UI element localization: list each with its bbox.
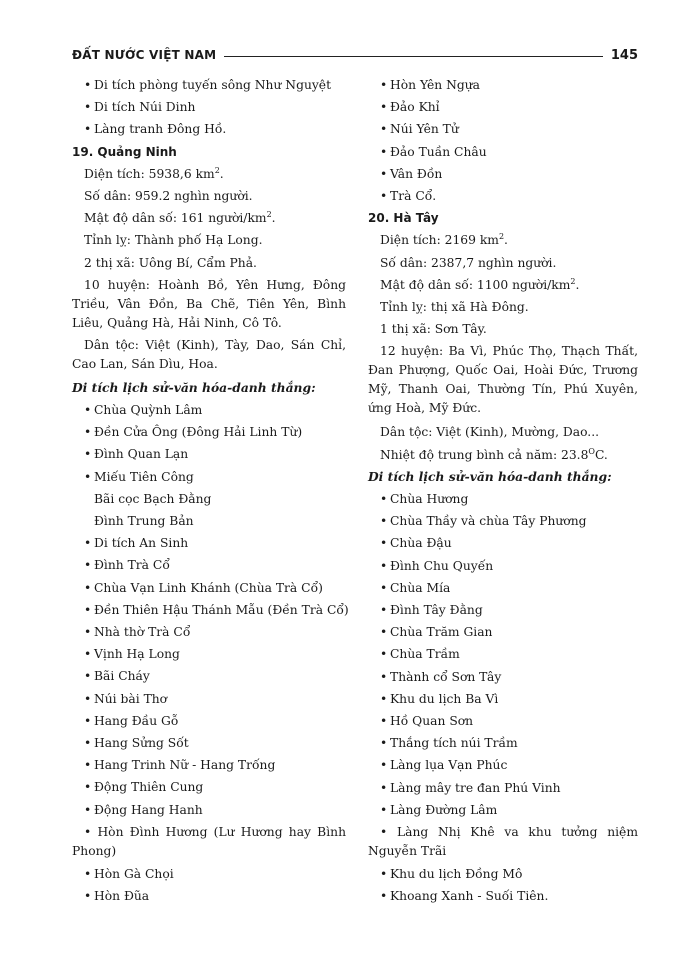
bullet-icon: • [380,736,388,751]
list-item [72,688,346,710]
list-item-text: Đình Tây Đằng [390,603,483,618]
page-number: 145 [610,47,638,63]
list-item [72,96,346,118]
list-item [72,74,346,96]
bullet-icon: • [380,780,388,795]
left-heritage-list [72,399,349,821]
list-item-text: Hang Đầu Gỗ [94,713,179,728]
bullet-icon: • [84,78,92,92]
list-item-wrapped: • Làng Nhị Khê va khu tưởng niệm Nguyễn Trãi [368,825,638,859]
list-item-text: Hòn Yên Ngựa [390,78,480,92]
bullet-icon: • [380,669,388,684]
right-top-list [368,74,638,207]
list-item-text: Chùa Trầm [390,647,460,662]
bullet-icon: • [84,580,92,595]
list-item-text: Chùa Trăm Gian [390,625,493,640]
list-item [368,885,638,907]
list-item-text: Đảo Khỉ [390,100,440,115]
list-item-text: Di tích phòng tuyến sông Như Nguyệt [94,78,332,92]
list-item [72,754,346,776]
bullet-icon: • [380,166,388,181]
list-item [368,732,638,754]
density: Mật độ dân số: 161 người/$km^2$. [84,210,276,226]
towns: 1 thị xã: Sơn Tây. [380,322,487,337]
bullet-icon: • [84,866,92,881]
list-item [72,885,346,907]
bullet-icon: • [380,580,388,595]
section-title-ha-tay: 20. Hà Tây [368,211,439,226]
bullet-icon: • [84,647,92,662]
list-item-text: Di tích Núi Dinh [94,100,196,115]
page-header [72,44,638,66]
ethnic-groups: Dân tộc: Việt (Kinh), Tày, Dao, Sán Chỉ, Cao Lan, Sán Dìu, Hoa. [72,337,346,371]
list-item-text: Khoang Xanh - Suối Tiên. [390,889,549,904]
list-item [368,599,638,621]
list-item-text: Chùa Mía [390,580,451,595]
bullet-icon: • [84,780,92,795]
bullet-icon: • [84,713,92,728]
bullet-icon: • [380,867,388,882]
list-item [368,96,638,118]
list-item-text: Động Thiên Cung [94,780,204,795]
list-item-wrapped: • Hòn Đình Hương (Lư Hương hay Bình Phong) [72,824,346,858]
bullet-icon: • [380,492,388,507]
list-item [72,665,346,687]
bullet-icon: • [84,100,92,115]
bullet-icon: • [84,403,92,418]
bullet-icon: • [380,536,388,551]
list-item [72,732,346,754]
bullet-icon: • [380,647,388,662]
section-title-quang-ninh: 19. Quảng Ninh [72,144,177,159]
list-item [368,754,638,776]
list-item [72,863,346,885]
list-item [72,118,346,140]
list-item-text: Di tích An Sinh [94,536,189,551]
list-item-text: Trà Cổ. [390,189,437,204]
list-item [72,621,346,643]
list-item [368,710,638,732]
list-item [72,599,349,621]
bullet-icon: • [84,625,92,640]
list-item [72,488,346,510]
list-item [368,688,638,710]
list-item [72,799,346,821]
list-item [368,666,638,688]
list-item-text: Nhà thờ Trà Cổ [94,625,191,640]
bullet-icon: • [380,122,388,137]
right-tail-list [368,863,638,907]
list-item [368,532,638,554]
bullet-icon: • [380,625,388,640]
ethnic-groups: Dân tộc: Việt (Kinh), Mường, Dao... [380,425,600,440]
list-item [368,621,638,643]
list-item [72,399,346,421]
bullet-icon: • [84,691,92,706]
list-item [72,643,346,665]
list-item-text: Hang Sửng Sốt [94,736,189,751]
list-item-text: Miếu Tiên Công [94,469,194,484]
list-item-text: Chùa Vạn Linh Khánh (Chùa Trà Cổ) [94,580,323,595]
bullet-icon: • [380,100,388,115]
list-item [368,74,638,96]
list-item [368,510,638,532]
list-item-text: Chùa Quỳnh Lâm [94,403,203,418]
list-item [368,488,638,510]
list-item-text: Động Hang Hanh [94,802,203,817]
list-item-text: Làng lụa Vạn Phúc [390,758,508,773]
list-item [368,185,638,207]
list-item-text: Làng tranh Đông Hồ. [94,122,227,137]
list-item-text: Đền Cửa Ông (Đông Hải Linh Từ) [94,425,303,440]
list-item-text: Vân Đồn [390,166,443,181]
list-item [72,577,346,599]
list-item [72,776,346,798]
towns: 2 thị xã: Uông Bí, Cẩm Phả. [84,255,257,270]
list-item-text: Chùa Hương [390,492,469,507]
list-item-text: Khu du lịch Ba Vì [390,691,499,706]
running-title: ĐẤT NƯỚC VIỆT NAM [72,48,217,62]
list-item [368,863,638,885]
list-item [368,577,638,599]
list-item-text: Núi bài Thơ [94,691,168,706]
list-item [368,141,638,163]
list-item-text: Làng Đường Lâm [390,802,498,817]
bullet-icon: • [84,469,92,484]
bullet-icon: • [380,78,388,92]
right-heritage-list [368,488,638,821]
list-item-text: Đình Trung Bản [94,514,194,529]
list-item-text: Đền Thiên Hậu Thánh Mẫu (Đền Trà Cổ) [94,602,349,617]
capital: Tỉnh lỵ: Thành phố Hạ Long. [84,233,263,248]
heritage-heading: Di tích lịch sử-văn hóa-danh thắng: [368,468,612,484]
bullet-icon: • [380,514,388,529]
temperature: Nhiệt độ trung bình cả năm: $23.8^OC$. [380,446,608,462]
list-item-text: Chùa Thầy và chùa Tây Phương [390,514,587,529]
bullet-icon: • [380,691,388,706]
list-item [368,118,638,140]
bullet-icon: • [380,889,388,904]
list-item-text: Thắng tích núi Trầm [390,736,518,751]
bullet-icon: • [380,603,388,618]
header-rule [224,56,603,57]
list-item [368,555,638,577]
population: Số dân: 2387,7 nghìn người. [380,255,557,270]
list-item-text: Đình Chu Quyến [390,558,494,573]
list-item-text: Đình Quan Lạn [94,447,189,462]
districts: 10 huyện: Hoành Bồ, Yên Hưng, Đông Triều, Vân Đồn, Ba Chẽ, Tiên Yên, Bình Liêu, Quảng Hà, Hải Ninh, Cô Tô. [72,277,346,330]
list-item-text: Hồ Quan Sơn [390,714,474,729]
list-item-text: Đảo Tuần Châu [390,144,487,159]
list-item-text: Bãi cọc Bạch Đằng [94,491,212,506]
bullet-icon: • [84,736,92,751]
left-column [72,74,349,907]
list-item-text: Hang Trinh Nữ - Hang Trống [94,758,276,773]
bullet-icon: • [84,889,92,904]
bullet-icon: • [84,122,92,137]
bullet-icon: • [84,602,92,617]
left-top-list [72,74,346,141]
list-item [368,777,638,799]
list-item [72,510,346,532]
left-tail-list [72,863,346,907]
list-item [368,799,638,821]
area: Diện tích: 5938,6 $km^2$. [84,165,224,181]
bullet-icon: • [84,536,92,551]
districts: 12 huyện: Ba Vì, Phúc Thọ, Thạch Thất, Đan Phượng, Quốc Oai, Hoài Đức, Trương Mỹ, Thanh Oai, Thường Tín, Phú Xuyên, ứng Hoà, Mỹ Đức. [368,344,638,416]
list-item [72,466,346,488]
population: Số dân: 959.2 nghìn người. [84,189,253,204]
bullet-icon: • [380,758,388,773]
list-item-text: Núi Yên Tử [390,122,459,137]
bullet-icon: • [84,669,92,684]
bullet-icon: • [380,714,388,729]
list-item-text: Khu du lịch Đồng Mô [390,867,523,882]
list-item-text: Bãi Cháy [94,669,150,684]
list-item [72,554,346,576]
heritage-heading: Di tích lịch sử-văn hóa-danh thắng: [72,379,316,395]
list-item [72,421,346,443]
list-item-text: Đình Trà Cổ [94,558,170,573]
list-item-text: Hòn Gà Chọi [94,866,174,881]
bullet-icon: • [84,425,92,440]
list-item [368,163,638,185]
list-item [72,710,346,732]
bullet-icon: • [380,558,388,573]
list-item [368,643,638,665]
bullet-icon: • [380,189,388,204]
list-item [72,443,346,465]
bullet-icon: • [84,447,92,462]
bullet-icon: • [380,144,388,159]
list-item-text: Vịnh Hạ Long [94,647,180,662]
area: Diện tích: 2169 $km^2$. [380,232,508,248]
bullet-icon: • [84,802,92,817]
bullet-icon: • [84,558,92,573]
density: Mật độ dân số: 1100 người/$km^2$. [380,276,580,292]
capital: Tỉnh lỵ: thị xã Hà Đông. [380,300,529,315]
list-item-text: Hòn Đũa [94,889,150,904]
bullet-icon: • [84,758,92,773]
right-column [368,74,638,908]
list-item-text: Thành cổ Sơn Tây [390,669,502,684]
list-item [72,532,346,554]
list-item-text: Làng mây tre đan Phú Vinh [390,780,561,795]
bullet-icon: • [380,802,388,817]
list-item-text: Chùa Đậu [390,536,452,551]
